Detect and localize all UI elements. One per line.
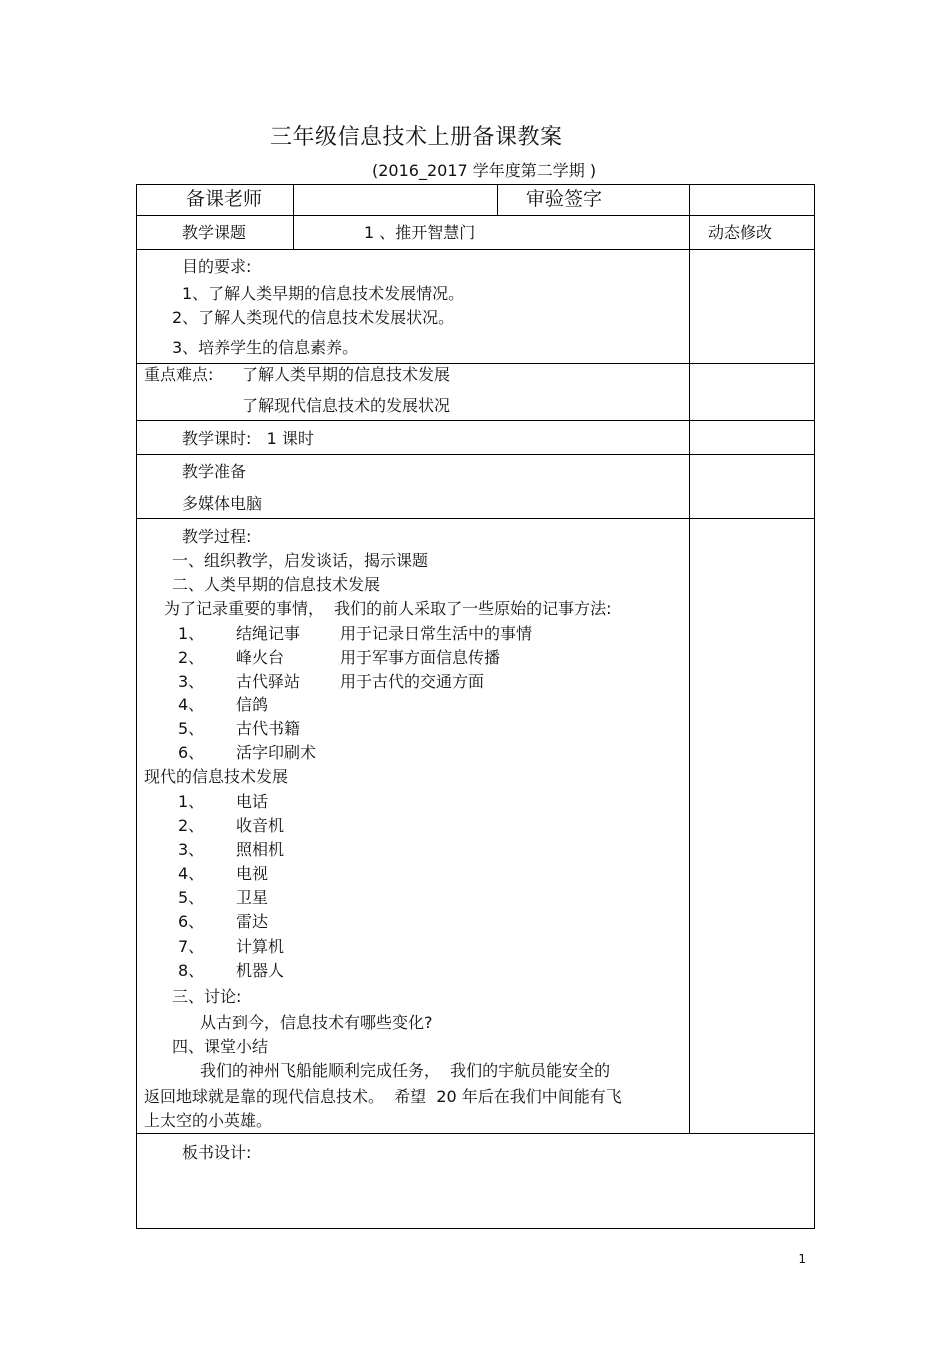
preparation-heading: 教学准备: [182, 462, 247, 481]
table-rule: [136, 363, 815, 364]
table-col-divider: [689, 184, 690, 1134]
key-point-line: 了解现代信息技术的发展状况: [242, 396, 451, 415]
objective-item: 1、了解人类早期的信息技术发展情况。: [182, 284, 465, 303]
summary-line: 返回地球就是靠的现代信息技术。 希望 20 年后在我们中间能有飞: [144, 1087, 622, 1106]
list-item-name: 信鸽: [236, 695, 269, 714]
list-item-number: 4、: [178, 864, 205, 883]
key-point-line: 了解人类早期的信息技术发展: [242, 365, 451, 384]
process-step: 一、组织教学，启发谈话，揭示课题: [172, 551, 429, 570]
list-item-name: 电话: [236, 792, 269, 811]
list-item-number: 1、: [178, 792, 205, 811]
table-border-bottom: [136, 1228, 815, 1229]
table-rule: [136, 518, 815, 519]
list-item-name: 计算机: [236, 937, 285, 956]
document-subtitle: (2016_2017 学年度第二学期 ): [372, 161, 597, 180]
table-border-top: [136, 184, 815, 185]
list-item: [178, 624, 532, 644]
process-step: 四、课堂小结: [172, 1037, 269, 1056]
list-item-number: 8、: [178, 961, 205, 980]
table-col-divider: [293, 184, 294, 250]
list-item-name: 古代驿站: [236, 672, 301, 691]
table-rule: [136, 454, 815, 455]
preparation-content: 多媒体电脑: [182, 494, 263, 513]
list-item: [178, 937, 284, 957]
objective-item: 3、培养学生的信息素养。: [172, 338, 359, 357]
summary-line: 我们的神州飞船能顺利完成任务， 我们的宇航员能安全的: [200, 1061, 611, 1080]
list-item-name: 活字印刷术: [236, 743, 317, 762]
board-design-label: 板书设计:: [182, 1143, 252, 1162]
process-heading: 教学过程:: [182, 527, 252, 546]
list-item-name: 机器人: [236, 961, 285, 980]
list-item-number: 7、: [178, 937, 205, 956]
list-item: [178, 648, 500, 668]
table-border-right: [814, 184, 815, 1229]
list-item: [178, 888, 268, 908]
list-item: [178, 792, 268, 812]
objectives-heading: 目的要求:: [182, 257, 252, 276]
list-item-number: 6、: [178, 743, 205, 762]
discussion-question: 从古到今，信息技术有哪些变化?: [200, 1013, 433, 1032]
list-item: [178, 743, 340, 763]
document-title: 三年级信息技术上册备课教案: [270, 125, 563, 150]
topic-value: 1 、推开智慧门: [364, 223, 476, 242]
list-item-number: 2、: [178, 816, 205, 835]
list-item-name: 峰火台: [236, 648, 285, 667]
process-step: 二、人类早期的信息技术发展: [172, 575, 381, 594]
list-item-number: 1、: [178, 624, 205, 643]
list-item-name: 收音机: [236, 816, 285, 835]
page-number: 1: [798, 1252, 806, 1266]
modern-heading: 现代的信息技术发展: [144, 767, 289, 786]
summary-line: 上太空的小英雄。: [144, 1111, 273, 1130]
list-item-number: 5、: [178, 719, 205, 738]
list-item-number: 4、: [178, 695, 205, 714]
table-rule: [136, 249, 815, 250]
table-col-divider: [497, 184, 498, 216]
signature-label: 审验签字: [526, 188, 603, 210]
list-item: [178, 961, 284, 981]
list-item-name: 卫星: [236, 888, 269, 907]
list-item-desc: 用于记录日常生活中的事情: [340, 624, 533, 643]
list-item: [178, 816, 284, 836]
list-item-number: 3、: [178, 840, 205, 859]
list-item: [178, 719, 340, 739]
table-rule: [136, 1133, 815, 1134]
list-item: [178, 912, 268, 932]
list-item-number: 5、: [178, 888, 205, 907]
key-points-label: 重点难点:: [144, 365, 214, 384]
list-item-desc: 用于古代的交通方面: [340, 672, 485, 691]
teaching-hours: 教学课时: 1 课时: [182, 429, 314, 448]
list-item-number: 2、: [178, 648, 205, 667]
teacher-label: 备课老师: [186, 188, 263, 210]
process-step: 三、讨论:: [172, 987, 242, 1006]
list-item-number: 3、: [178, 672, 205, 691]
list-item-name: 照相机: [236, 840, 285, 859]
list-item-desc: 用于军事方面信息传播: [340, 648, 501, 667]
topic-label: 教学课题: [182, 223, 247, 242]
table-rule: [136, 420, 815, 421]
table-border-left: [136, 184, 137, 1229]
list-item-name: 电视: [236, 864, 269, 883]
list-item-name: 结绳记事: [236, 624, 301, 643]
list-item: [178, 864, 268, 884]
list-item: [178, 840, 284, 860]
list-item-name: 雷达: [236, 912, 269, 931]
list-item: [178, 695, 340, 715]
table-rule: [136, 215, 815, 216]
list-item: [178, 672, 484, 692]
list-item-number: 6、: [178, 912, 205, 931]
objective-item: 2、了解人类现代的信息技术发展状况。: [172, 308, 455, 327]
list-item-name: 古代书籍: [236, 719, 301, 738]
process-intro: 为了记录重要的事情， 我们的前人采取了一些原始的记事方法:: [164, 599, 612, 618]
revision-label: 动态修改: [708, 223, 773, 242]
